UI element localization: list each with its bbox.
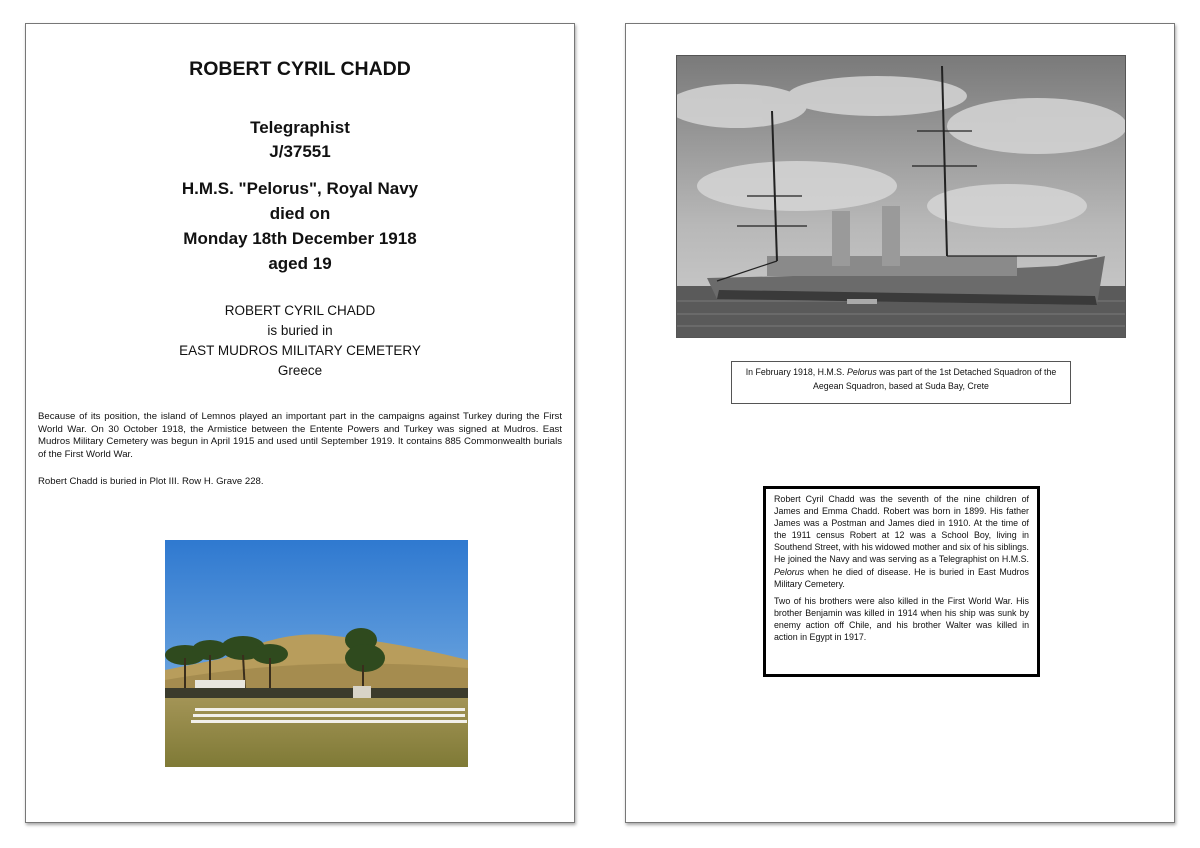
- biography-paragraph-1: [774, 493, 1029, 590]
- age: aged 19: [268, 254, 332, 273]
- country: Greece: [277, 363, 323, 378]
- service-number: J/37551: [269, 142, 331, 161]
- ship-caption: [731, 361, 1071, 404]
- cemetery-name: EAST MUDROS MILITARY CEMETERY: [179, 343, 421, 358]
- caption-ship-name: Pelorus: [846, 367, 877, 377]
- rank-block: [26, 116, 574, 164]
- memorial-page-left: [25, 23, 575, 823]
- burial-phrase: is buried in: [267, 323, 333, 338]
- caption-text-end: was part of the 1st Detached Squadron of the Aegean Squadron, based at Suda Bay, Crete: [813, 367, 1057, 391]
- service-details: [26, 176, 574, 276]
- bio-text-start: Robert Cyril Chadd was the seventh of the nine children of James and Emma Chadd. Robert was born in 1899. His father James was a Postman and James died in 1910. At the time of the 1911 census Robert at 12 was a School Boy, living in Southend Street, with his widowed mother and six of his siblings. He joined the Navy and was serving as a Telegraphist on H.M.S.: [774, 494, 1029, 565]
- died-on-label: died on: [269, 204, 331, 223]
- name-heading: ROBERT CYRIL CHADD: [189, 58, 411, 80]
- plot-paragraph: Robert Chadd is buried in Plot III. Row H. Grave 228.: [38, 476, 264, 487]
- ship-photo: [676, 55, 1126, 338]
- ship-name: H.M.S. "Pelorus", Royal Navy: [181, 179, 419, 198]
- biography-box: [763, 486, 1040, 677]
- biography-paragraph-2: Two of his brothers were also killed in the First World War. His brother Benjamin was killed in 1914 when his ship was sunk by enemy action off Chile, and his brother Walter was killed in action in Egypt in 1917.: [774, 595, 1029, 643]
- burial-block: [26, 301, 574, 381]
- rank: Telegraphist: [250, 118, 350, 137]
- bio-ship-name: Pelorus: [774, 566, 805, 577]
- bio-text-end: when he died of disease. He is buried in East Mudros Military Cemetery.: [774, 566, 1029, 589]
- history-paragraph: Because of its position, the island of Lemnos played an important part in the campaigns against Turkey during the First World War. On 30 October 1918, the Armistice between the Entente Powers and Turkey was signed at Mudros. East Mudros Military Cemetery was begun in April 1915 and used until September 1919. It contains 885 Commonwealth burials of the First World War.: [38, 411, 562, 460]
- date-of-death: Monday 18th December 1918: [183, 229, 417, 248]
- memorial-page-right: [625, 23, 1175, 823]
- burial-name: ROBERT CYRIL CHADD: [224, 303, 376, 318]
- caption-text-start: In February 1918, H.M.S.: [745, 367, 847, 377]
- cemetery-photo: [165, 540, 468, 767]
